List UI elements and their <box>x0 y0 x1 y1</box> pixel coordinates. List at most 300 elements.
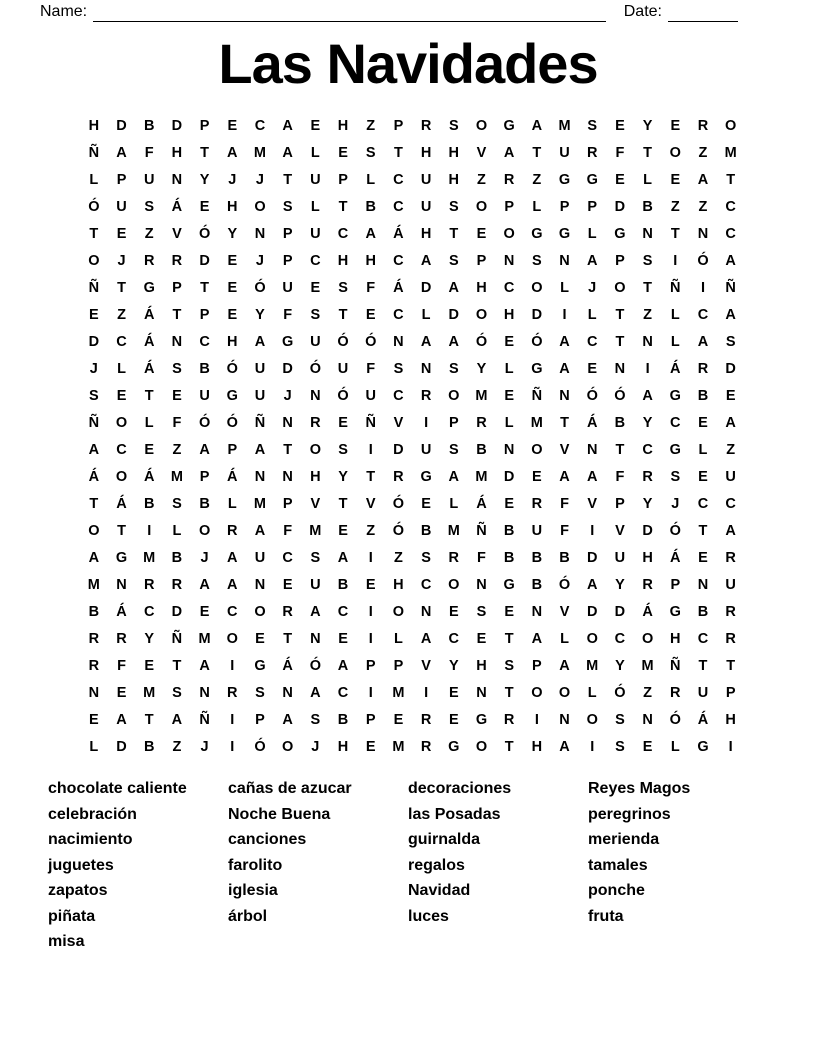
grid-letter: Ó <box>309 360 321 377</box>
grid-letter: R <box>420 711 432 728</box>
grid-letter: Ñ <box>365 414 376 431</box>
grid-letter: E <box>504 603 514 620</box>
grid-letter: H <box>310 468 321 485</box>
grid-letter: D <box>282 360 293 377</box>
grid-letter: N <box>116 576 127 593</box>
word-item: Navidad <box>408 882 471 899</box>
grid-letter: E <box>310 279 321 296</box>
grid-letter: E <box>448 603 459 620</box>
grid-letter: H <box>448 144 460 161</box>
word-list-column <box>588 776 768 955</box>
grid-letter: D <box>642 522 653 539</box>
grid-letter: A <box>559 738 570 755</box>
grid-letter: P <box>227 441 238 458</box>
grid-letter: Ó <box>226 414 238 431</box>
grid-letter: R <box>697 117 709 134</box>
grid-letter: E <box>338 144 348 161</box>
grid-letter: O <box>669 144 681 161</box>
grid-letter: Ó <box>614 387 626 404</box>
grid-letter: T <box>643 144 653 161</box>
grid-letter: T <box>504 684 514 701</box>
grid-letter: Ñ <box>254 414 266 431</box>
grid-letter: C <box>697 306 709 323</box>
grid-letter: N <box>697 225 709 242</box>
grid-letter: E <box>338 522 348 539</box>
grid-letter: T <box>283 630 293 647</box>
grid-letter: M <box>143 684 156 701</box>
grid-letter: L <box>366 171 376 188</box>
grid-letter: D <box>503 468 515 485</box>
grid-letter: Ó <box>669 522 681 539</box>
grid-letter: R <box>143 252 155 269</box>
grid-letter: Y <box>255 306 265 323</box>
grid-letter: Á <box>282 657 293 674</box>
grid-letter: T <box>117 522 126 539</box>
grid-letter: Ó <box>337 333 349 350</box>
grid-letter: U <box>531 522 543 539</box>
grid-letter: S <box>338 279 348 296</box>
grid-letter: A <box>448 279 460 296</box>
grid-letter: B <box>476 441 487 458</box>
grid-letter: M <box>87 576 100 593</box>
grid-letter: C <box>642 441 653 458</box>
grid-letter: C <box>116 333 127 350</box>
grid-letter: I <box>368 630 373 647</box>
grid-letter: M <box>392 738 405 755</box>
grid-letter: P <box>559 198 570 215</box>
grid-letter: Y <box>338 468 348 485</box>
grid-letter: T <box>172 306 182 323</box>
grid-letter: D <box>420 279 432 296</box>
grid-letter: A <box>199 576 210 593</box>
grid-letter: A <box>282 117 293 134</box>
word-item: tamales <box>588 856 648 874</box>
grid-letter: Ñ <box>476 522 487 539</box>
grid-letter: M <box>586 657 599 674</box>
grid-letter: H <box>670 630 681 647</box>
word-item: las Posadas <box>408 805 501 823</box>
grid-letter: G <box>448 738 460 755</box>
grid-letter: I <box>562 306 567 323</box>
grid-letter: P <box>199 117 210 134</box>
grid-letter: E <box>338 630 348 647</box>
grid-letter: Ó <box>558 576 571 593</box>
grid-letter: C <box>393 252 404 269</box>
grid-letter: O <box>88 522 100 539</box>
grid-letter: Á <box>116 495 127 512</box>
grid-letter: G <box>475 711 488 728</box>
grid-letter: P <box>172 279 182 296</box>
grid-letter: A <box>697 333 709 350</box>
grid-letter: N <box>88 684 100 701</box>
grid-letter: Z <box>144 225 154 242</box>
grid-letter: R <box>171 252 183 269</box>
grid-letter: Á <box>586 414 598 431</box>
grid-letter: Á <box>697 711 709 728</box>
grid-letter: E <box>448 711 459 728</box>
grid-letter: S <box>615 738 625 755</box>
grid-letter: L <box>587 684 597 701</box>
grid-letter: S <box>421 549 431 566</box>
grid-letter: A <box>448 333 460 350</box>
grid-letter: L <box>643 171 653 188</box>
grid-letter: T <box>504 630 514 647</box>
grid-letter: J <box>255 171 264 188</box>
grid-letter: E <box>476 225 487 242</box>
grid-letter: I <box>368 549 373 566</box>
grid-letter: O <box>531 279 543 296</box>
grid-letter: S <box>172 360 182 377</box>
grid-letter: P <box>338 171 348 188</box>
grid-letter: O <box>309 441 321 458</box>
grid-letter: D <box>116 117 127 134</box>
grid-letter: A <box>559 333 570 350</box>
grid-letter: G <box>669 603 681 620</box>
grid-letter: L <box>587 225 597 242</box>
grid-letter: U <box>559 144 570 161</box>
grid-letter: C <box>337 684 349 701</box>
grid-letter: P <box>282 225 293 242</box>
grid-letter: E <box>282 576 293 593</box>
grid-letter: T <box>615 306 625 323</box>
grid-letter: E <box>116 684 127 701</box>
grid-letter: T <box>726 657 736 674</box>
word-item: farolito <box>228 856 283 874</box>
grid-letter: Z <box>366 117 376 134</box>
grid-letter: E <box>615 117 625 134</box>
grid-letter: O <box>614 279 626 296</box>
grid-letter: Á <box>143 468 155 485</box>
grid-letter: V <box>310 495 321 512</box>
grid-letter: C <box>393 387 404 404</box>
grid-letter: S <box>476 603 487 620</box>
grid-letter: T <box>200 279 210 296</box>
grid-letter: A <box>171 711 183 728</box>
grid-letter: Ó <box>586 387 598 404</box>
grid-letter: T <box>117 279 126 296</box>
grid-letter: Y <box>227 225 238 242</box>
grid-letter: G <box>254 657 266 674</box>
puzzle-title: Las Navidades <box>218 32 598 95</box>
grid-letter: O <box>254 198 266 215</box>
grid-letter: R <box>420 387 432 404</box>
letter-grid <box>80 112 745 760</box>
grid-letter: H <box>531 738 543 755</box>
grid-letter: Á <box>393 225 404 242</box>
grid-letter: U <box>420 171 432 188</box>
word-item: ponche <box>588 882 645 899</box>
grid-letter: F <box>144 144 154 161</box>
grid-letter: Á <box>393 279 404 296</box>
grid-letter: M <box>641 657 654 674</box>
grid-letter: E <box>532 468 542 485</box>
grid-letter: Á <box>116 603 127 620</box>
grid-letter: U <box>254 549 266 566</box>
grid-letter: A <box>559 657 570 674</box>
grid-letter: N <box>531 603 543 620</box>
grid-letter: Z <box>670 198 680 215</box>
grid-letter: U <box>725 468 736 485</box>
grid-letter: R <box>697 360 709 377</box>
grid-letter: A <box>227 576 238 593</box>
grid-letter: G <box>503 576 515 593</box>
grid-letter: V <box>393 414 404 431</box>
grid-letter: J <box>117 252 126 269</box>
grid-letter: J <box>89 360 98 377</box>
grid-letter: P <box>615 252 625 269</box>
grid-letter: S <box>725 333 736 350</box>
grid-letter: I <box>590 738 595 755</box>
grid-letter: M <box>475 387 488 404</box>
grid-letter: G <box>115 549 128 566</box>
grid-letter: G <box>697 738 709 755</box>
grid-letter: A <box>310 684 321 701</box>
grid-letter: G <box>531 360 543 377</box>
grid-letter: T <box>698 657 708 674</box>
grid-letter: U <box>254 387 266 404</box>
grid-letter: T <box>615 333 625 350</box>
grid-letter: E <box>698 468 708 485</box>
grid-letter: A <box>199 657 210 674</box>
grid-letter: E <box>199 603 210 620</box>
grid-letter: S <box>615 711 625 728</box>
grid-letter: L <box>587 306 597 323</box>
word-item: Noche Buena <box>228 805 331 823</box>
grid-letter: M <box>392 684 405 701</box>
grid-letter: F <box>615 144 625 161</box>
grid-letter: M <box>198 630 211 647</box>
grid-letter: U <box>116 198 127 215</box>
grid-letter: N <box>559 387 570 404</box>
grid-letter: Y <box>615 657 625 674</box>
grid-letter: A <box>725 306 736 323</box>
grid-letter: O <box>531 684 543 701</box>
grid-letter: E <box>227 252 238 269</box>
grid-letter: A <box>697 171 709 188</box>
grid-letter: P <box>725 684 736 701</box>
grid-letter: A <box>337 657 349 674</box>
word-list-column <box>48 776 228 955</box>
grid-letter: L <box>560 279 569 296</box>
grid-letter: Á <box>143 360 155 377</box>
grid-letter: G <box>503 117 515 134</box>
grid-letter: O <box>115 468 128 485</box>
grid-letter: C <box>448 630 460 647</box>
grid-letter: I <box>230 657 235 674</box>
grid-letter: D <box>614 198 626 215</box>
grid-letter: D <box>531 306 543 323</box>
grid-letter: E <box>670 117 681 134</box>
grid-letter: R <box>171 576 183 593</box>
grid-letter: A <box>254 441 266 458</box>
grid-letter: C <box>254 117 266 134</box>
grid-letter: R <box>88 630 100 647</box>
grid-letter: N <box>420 603 432 620</box>
grid-letter: J <box>255 252 264 269</box>
grid-letter: V <box>365 495 376 512</box>
word-item: cañas de azucar <box>228 780 352 797</box>
grid-letter: J <box>671 495 680 512</box>
grid-letter: M <box>253 144 267 161</box>
grid-letter: C <box>503 279 515 296</box>
grid-letter: Ó <box>531 333 543 350</box>
grid-letter: O <box>558 684 571 701</box>
grid-letter: F <box>366 360 376 377</box>
grid-letter: Y <box>144 630 155 647</box>
grid-letter: M <box>447 522 460 539</box>
grid-letter: C <box>116 441 127 458</box>
grid-letter: A <box>531 117 543 134</box>
grid-letter: T <box>338 495 348 512</box>
grid-letter: Ó <box>309 657 321 674</box>
grid-letter: N <box>642 333 653 350</box>
grid-letter: L <box>117 360 126 377</box>
grid-letter: E <box>615 171 625 188</box>
grid-letter: H <box>448 171 460 188</box>
grid-letter: U <box>310 171 321 188</box>
grid-letter: S <box>310 711 321 728</box>
grid-letter: F <box>560 522 569 539</box>
grid-letter: Z <box>366 522 376 539</box>
grid-letter: N <box>282 684 293 701</box>
grid-letter: H <box>476 279 487 296</box>
grid-letter: R <box>420 738 432 755</box>
grid-letter: F <box>560 495 569 512</box>
grid-letter: J <box>283 387 292 404</box>
grid-letter: A <box>282 711 293 728</box>
grid-letter: Y <box>476 360 487 377</box>
grid-letter: B <box>503 522 515 539</box>
date-label: Date: <box>623 3 662 20</box>
grid-letter: C <box>393 171 404 188</box>
grid-letter: H <box>725 711 736 728</box>
word-item: iglesia <box>228 882 278 899</box>
grid-letter: A <box>199 441 210 458</box>
grid-letter: I <box>728 738 733 755</box>
grid-letter: C <box>143 603 155 620</box>
grid-letter: E <box>227 279 238 296</box>
grid-letter: P <box>448 414 459 431</box>
grid-letter: U <box>310 576 321 593</box>
grid-letter: Ó <box>392 522 405 539</box>
grid-letter: G <box>669 387 681 404</box>
grid-letter: Y <box>642 495 653 512</box>
grid-letter: H <box>393 576 404 593</box>
grid-letter: I <box>700 279 705 296</box>
grid-letter: A <box>448 468 460 485</box>
grid-letter: C <box>199 333 210 350</box>
grid-letter: Á <box>670 360 681 377</box>
grid-letter: S <box>255 684 265 701</box>
grid-letter: L <box>89 738 99 755</box>
grid-letter: F <box>172 414 182 431</box>
word-item: regalos <box>408 856 465 874</box>
grid-letter: A <box>282 144 293 161</box>
grid-letter: V <box>559 441 570 458</box>
grid-letter: O <box>475 306 488 323</box>
grid-letter: V <box>172 225 182 242</box>
grid-letter: I <box>368 603 373 620</box>
word-item: celebración <box>48 805 137 823</box>
grid-letter: E <box>227 117 238 134</box>
grid-letter: R <box>476 414 487 431</box>
grid-letter: A <box>337 549 349 566</box>
grid-letter: L <box>560 630 569 647</box>
grid-letter: S <box>393 360 404 377</box>
grid-letter: T <box>366 468 376 485</box>
grid-letter: Y <box>642 414 653 431</box>
grid-letter: I <box>368 441 373 458</box>
grid-letter: E <box>89 306 99 323</box>
grid-letter: L <box>670 333 680 350</box>
grid-letter: T <box>643 279 653 296</box>
grid-letter: D <box>88 333 100 350</box>
grid-letter: F <box>117 657 126 674</box>
grid-letter: N <box>476 576 487 593</box>
grid-letter: O <box>475 117 488 134</box>
grid-letter: O <box>392 603 405 620</box>
grid-letter: G <box>614 225 626 242</box>
grid-letter: O <box>282 738 294 755</box>
grid-letter: H <box>337 252 349 269</box>
grid-letter: V <box>421 657 431 674</box>
grid-letter: L <box>449 495 459 512</box>
grid-letter: A <box>116 144 127 161</box>
grid-letter: L <box>89 171 99 188</box>
grid-letter: R <box>725 603 736 620</box>
grid-letter: E <box>338 414 348 431</box>
grid-letter: I <box>424 684 429 701</box>
grid-letter: C <box>337 603 349 620</box>
grid-letter: T <box>726 171 736 188</box>
grid-letter: P <box>255 711 265 728</box>
grid-letter: J <box>588 279 597 296</box>
grid-letter: D <box>725 360 736 377</box>
word-item: chocolate caliente <box>48 780 187 797</box>
grid-letter: E <box>504 495 514 512</box>
grid-letter: A <box>559 360 570 377</box>
word-item: canciones <box>228 831 307 848</box>
grid-letter: G <box>558 171 571 188</box>
grid-letter: T <box>670 225 680 242</box>
grid-letter: Z <box>172 738 182 755</box>
grid-letter: N <box>310 387 321 404</box>
grid-letter: M <box>558 117 571 134</box>
grid-letter: H <box>476 657 487 674</box>
grid-letter: S <box>670 468 681 485</box>
grid-letter: A <box>725 252 736 269</box>
grid-letter: R <box>116 630 127 647</box>
grid-letter: N <box>503 441 515 458</box>
grid-letter: Ñ <box>531 387 543 404</box>
grid-letter: P <box>365 711 376 728</box>
grid-letter: Z <box>698 144 708 161</box>
grid-letter: V <box>559 603 570 620</box>
grid-letter: T <box>283 171 293 188</box>
grid-letter: A <box>420 252 432 269</box>
grid-letter: C <box>282 549 293 566</box>
grid-letter: R <box>227 684 238 701</box>
grid-letter: R <box>143 576 155 593</box>
grid-letter: T <box>144 387 154 404</box>
grid-letter: C <box>725 198 736 215</box>
grid-letter: Á <box>143 306 155 323</box>
grid-letter: G <box>558 225 571 242</box>
grid-letter: Z <box>172 441 182 458</box>
grid-letter: C <box>725 495 736 512</box>
grid-letter: Z <box>477 171 486 188</box>
grid-letter: Ó <box>697 252 709 269</box>
